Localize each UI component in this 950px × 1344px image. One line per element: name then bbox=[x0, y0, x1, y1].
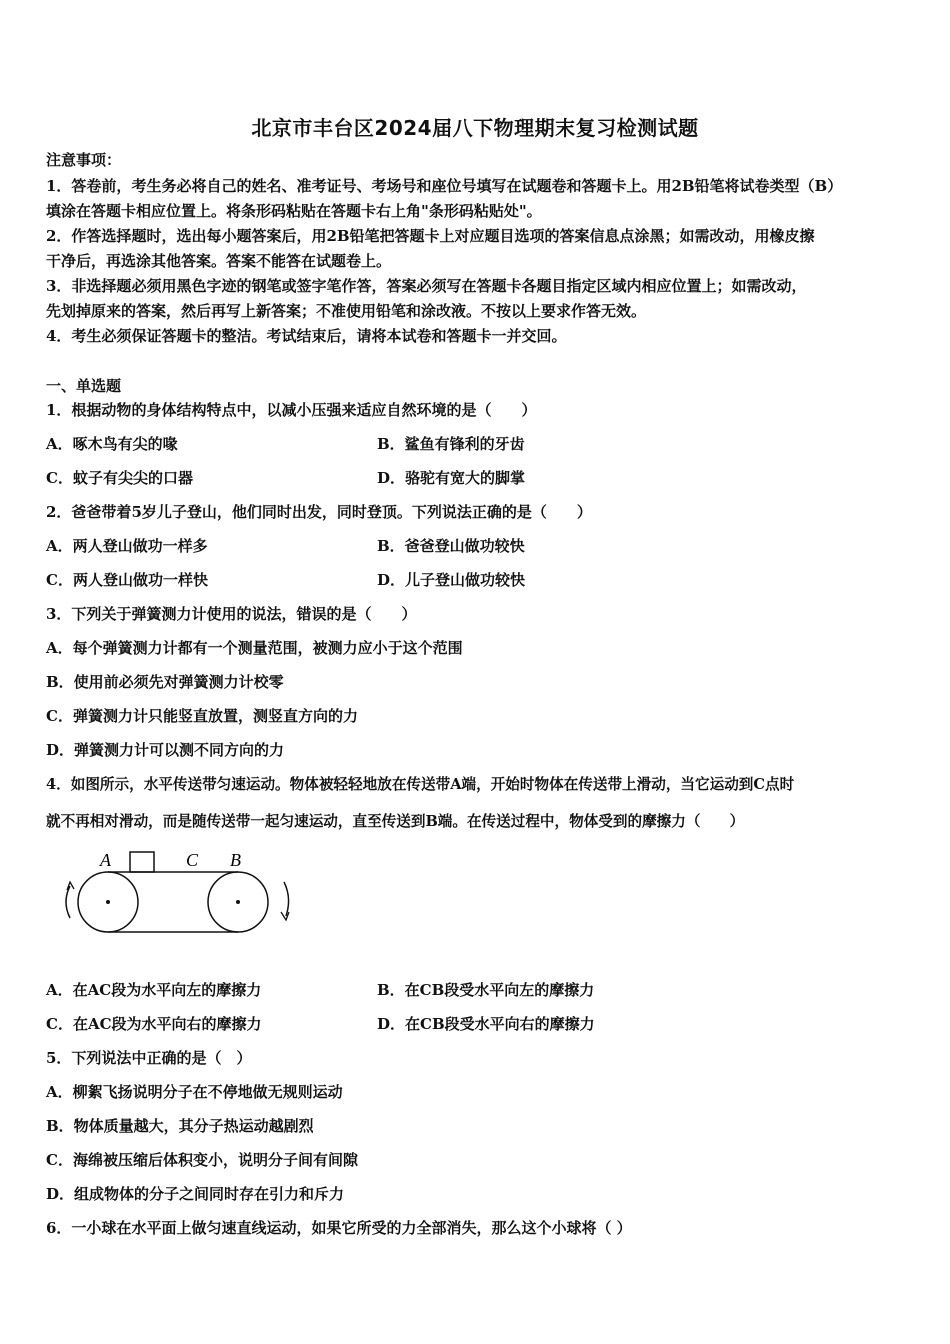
q4-option-c: C．在AC段为水平向右的摩擦力 bbox=[46, 1015, 262, 1033]
left-pulley-axle bbox=[106, 900, 110, 904]
q3-option-c: C．弹簧测力计只能竖直放置，测竖直方向的力 bbox=[46, 707, 358, 725]
q5-option-b: B．物体质量越大，其分子热运动越剧烈 bbox=[46, 1117, 314, 1135]
q1-option-a: A．啄木鸟有尖的喙 bbox=[46, 435, 178, 453]
q2-option-b: B．爸爸登山做功较快 bbox=[377, 537, 525, 555]
right-arrow-head bbox=[281, 912, 289, 920]
q4-option-b: B．在CB段受水平向左的摩擦力 bbox=[377, 981, 595, 999]
diagram-label-c: C bbox=[186, 850, 199, 870]
notice-line: 2．作答选择题时，选出每小题答案后，用2B铅笔把答题卡上对应题目选项的答案信息点涂黑；如需改动，用橡皮擦 bbox=[46, 227, 815, 245]
notice-line: 4．考生必须保证答题卡的整洁。考试结束后，请将本试卷和答题卡一并交回。 bbox=[46, 327, 567, 345]
q3-option-b: B．使用前必须先对弹簧测力计校零 bbox=[46, 673, 284, 691]
question-5-stem: 5．下列说法中正确的是（ ） bbox=[46, 1049, 252, 1067]
q1-option-c: C．蚊子有尖尖的口器 bbox=[46, 469, 193, 487]
question-1-stem: 1．根据动物的身体结构特点中，以减小压强来适应自然环境的是（ ） bbox=[46, 401, 537, 419]
left-rotation-arrow bbox=[66, 886, 70, 918]
q3-option-d: D．弹簧测力计可以测不同方向的力 bbox=[46, 741, 285, 759]
q4-option-d: D．在CB段受水平向右的摩擦力 bbox=[377, 1015, 595, 1033]
question-2-stem: 2．爸爸带着5岁儿子登山，他们同时出发，同时登顶。下列说法正确的是（ ） bbox=[46, 503, 592, 521]
left-arrow-head bbox=[67, 882, 74, 890]
section-heading: 一、单选题 bbox=[46, 377, 122, 395]
right-rotation-arrow bbox=[284, 882, 289, 916]
q2-option-d: D．儿子登山做功较快 bbox=[377, 571, 526, 589]
q3-option-a: A．每个弹簧测力计都有一个测量范围，被测力应小于这个范围 bbox=[46, 639, 463, 657]
notice-line: 填涂在答题卡相应位置上。将条形码粘贴在答题卡右上角"条形码粘贴处"。 bbox=[46, 202, 542, 220]
question-3-stem: 3．下列关于弹簧测力计使用的说法，错误的是（ ） bbox=[46, 605, 417, 623]
q1-option-d: D．骆驼有宽大的脚掌 bbox=[377, 469, 526, 487]
question-4-stem-line2: 就不再相对滑动，而是随传送带一起匀速运动，直至传送到B端。在传送过程中，物体受到的摩擦力（ ） bbox=[46, 813, 745, 830]
conveyor-belt-diagram bbox=[58, 846, 298, 938]
diagram-label-a: A bbox=[100, 850, 111, 870]
q5-option-d: D．组成物体的分子之间同时存在引力和斥力 bbox=[46, 1185, 345, 1203]
right-pulley-axle bbox=[236, 900, 240, 904]
question-4-stem-line1: 4．如图所示，水平传送带匀速运动。物体被轻轻地放在传送带A端，开始时物体在传送带上滑动，当它运动到C点时 bbox=[46, 776, 795, 793]
q2-option-c: C．两人登山做功一样快 bbox=[46, 571, 208, 589]
page-title: 北京市丰台区2024届八下物理期末复习检测试题 bbox=[251, 116, 699, 140]
notice-line: 1．答卷前，考生务必将自己的姓名、准考证号、考场号和座位号填写在试题卷和答题卡上。用2B铅笔将试卷类型（B） bbox=[46, 177, 843, 195]
object-block bbox=[130, 852, 154, 872]
question-6-stem: 6．一小球在水平面上做匀速直线运动，如果它所受的力全部消失，那么这个小球将（ ） bbox=[46, 1219, 632, 1237]
q5-option-a: A．柳絮飞扬说明分子在不停地做无规则运动 bbox=[46, 1083, 343, 1101]
q5-option-c: C．海绵被压缩后体积变小，说明分子间有间隙 bbox=[46, 1151, 358, 1169]
q2-option-a: A．两人登山做功一样多 bbox=[46, 537, 208, 555]
notice-line: 干净后，再选涂其他答案。答案不能答在试题卷上。 bbox=[46, 252, 392, 270]
notice-heading: 注意事项： bbox=[46, 151, 122, 169]
q1-option-b: B．鲨鱼有锋利的牙齿 bbox=[377, 435, 525, 453]
diagram-label-b: B bbox=[230, 850, 241, 870]
q4-option-a: A．在AC段为水平向左的摩擦力 bbox=[46, 981, 262, 999]
notice-line: 3．非选择题必须用黑色字迹的钢笔或签字笔作答，答案必须写在答题卡各题目指定区域内相应位置上；如需改动， bbox=[46, 277, 807, 295]
notice-line: 先划掉原来的答案，然后再写上新答案；不准使用铅笔和涂改液。不按以上要求作答无效。 bbox=[46, 302, 647, 320]
